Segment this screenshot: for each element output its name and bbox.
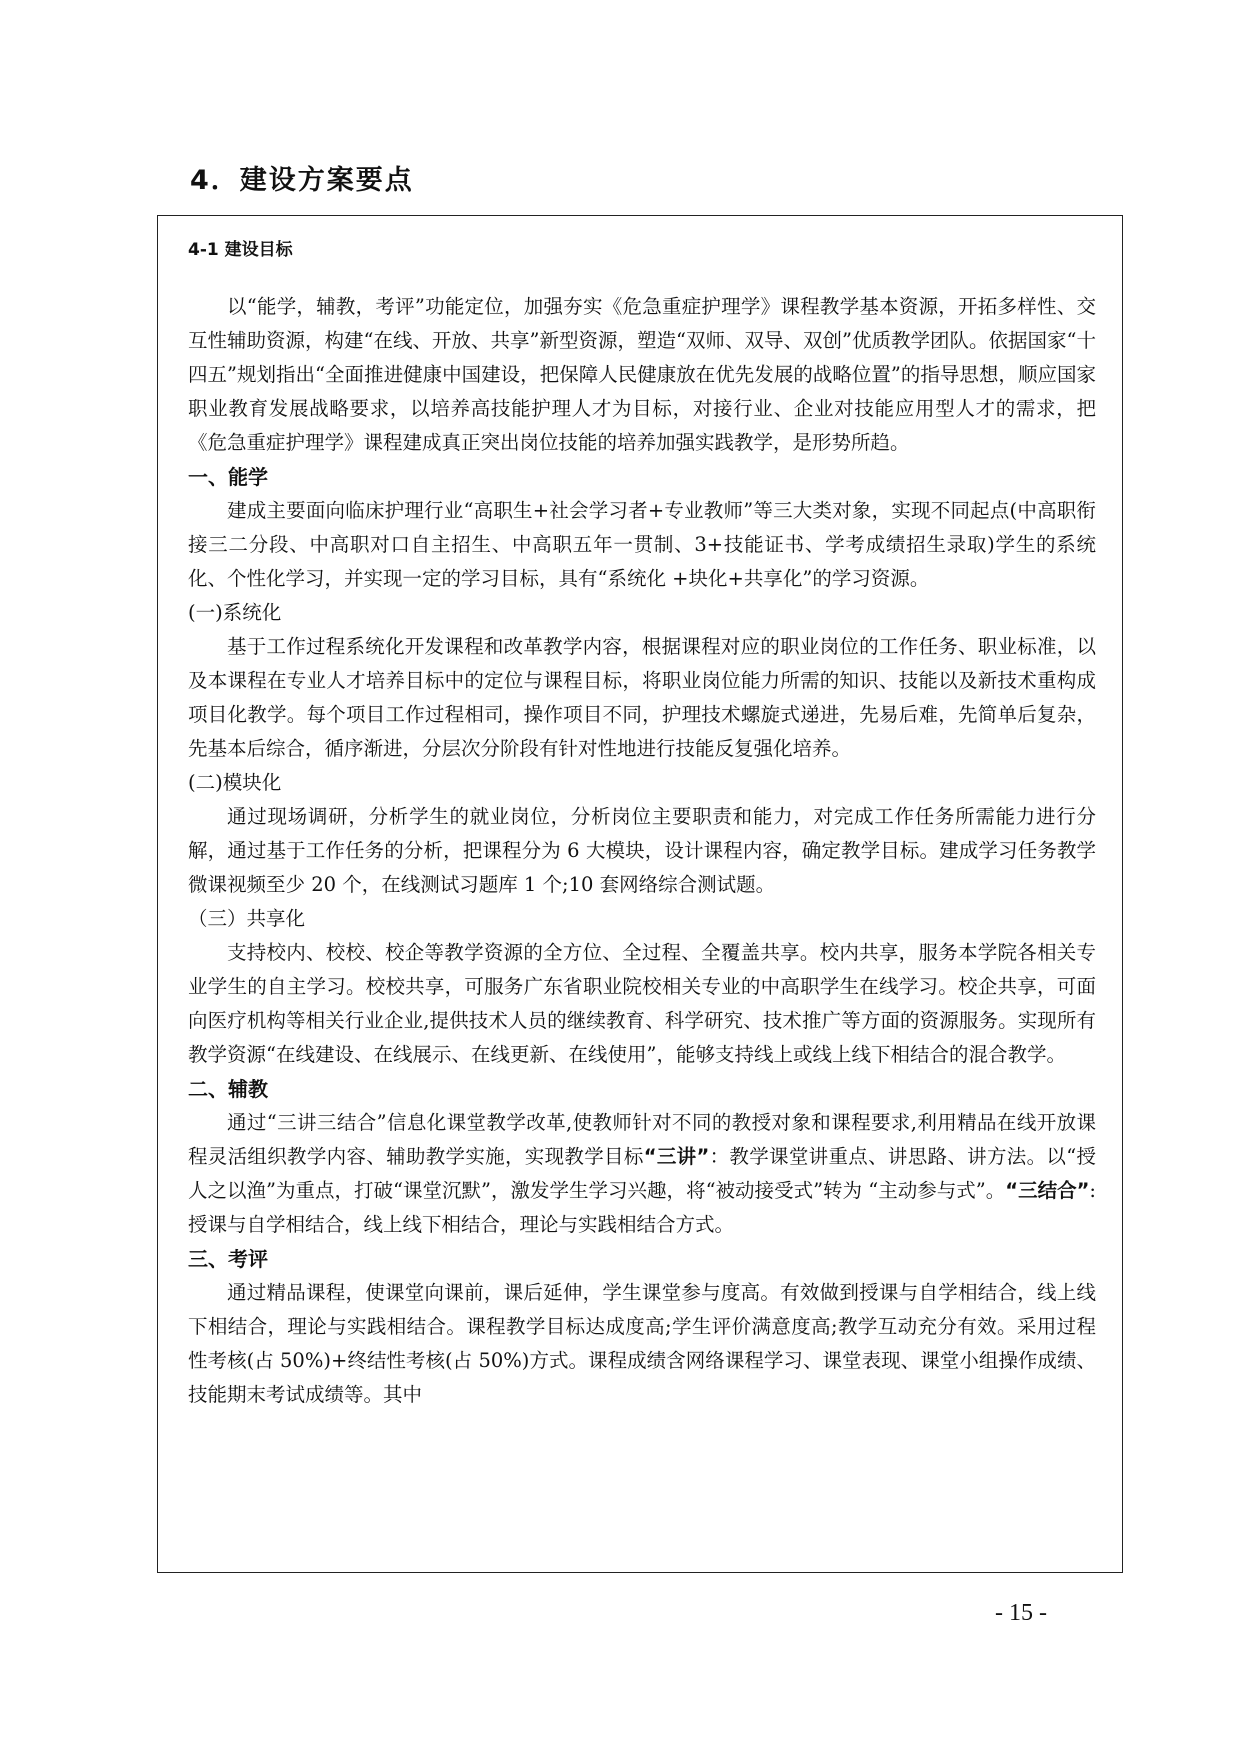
subsection-2-paragraph: 通过现场调研，分析学生的就业岗位，分析岗位主要职责和能力，对完成工作任务所需能力进行分解，通过基于工作任务的分析，把课程分为 6 大模块，设计课程内容，确定教学目标。建成学习任务教学微课视频至少 20 个，在线测试习题库 1 个;10 套网络综合测试题。 [188, 805, 1096, 896]
section-1-title: 一、能学 [188, 465, 268, 489]
section-heading: 4．建设方案要点 [190, 165, 414, 196]
subsection-1-title: (一)系统化 [188, 601, 282, 624]
subsection-3-title: （三）共享化 [188, 907, 306, 930]
section-2-bold-2: “三结合” [1005, 1179, 1090, 1202]
section-2-paragraph [188, 1106, 1096, 1242]
subsection-1-paragraph: 基于工作过程系统化开发课程和改革教学内容，根据课程对应的职业岗位的工作任务、职业标准，以及本课程在专业人才培养目标中的定位与课程目标，将职业岗位能力所需的知识、技能以及新技术重构成项目化教学。每个项目工作过程相司，操作项目不同，护理技术螺旋式递进，先易后难，先简单后复杂，先基本后综合，循序渐进，分层次分阶段有针对性地进行技能反复强化培养。 [188, 635, 1096, 760]
section-1-paragraph: 建成主要面向临床护理行业“高职生+社会学习者+专业教师”等三大类对象，实现不同起点(中高职衔接三二分段、中高职对口自主招生、中高职五年一贯制、3+技能证书、学考成绩招生录取)学生的系统化、个性化学习，并实现一定的学习目标，具有“系统化 +块化+共享化”的学习资源。 [188, 499, 1096, 590]
section-3-paragraph: 通过精品课程，使课堂向课前，课后延伸，学生课堂参与度高。有效做到授课与自学相结合，线上线下相结合，理论与实践相结合。课程教学目标达成度高;学生评价满意度高;教学互动充分有效。采用过程性考核(占 50%)+终结性考核(占 50%)方式。课程成绩含网络课程学习、课堂表现、课堂小组操作成绩、技能期末考试成绩等。其中 [188, 1281, 1096, 1406]
section-2-title: 二、辅教 [188, 1077, 268, 1101]
content-box [157, 215, 1123, 1573]
section-3-title: 三、考评 [188, 1247, 268, 1271]
section-2-text-1: 通过“三讲三结合”信息化课堂教学改革,使教师针对不同的教授对象和课程要求,利用精品在线开放课程灵活组织教学内容、辅助教学实施，实现教学目标 [188, 1111, 1096, 1168]
section-2-text-2: ：教学课堂讲重点、讲思路、讲方法。以“授人之以渔”为重点，打破“课堂沉默”，激发学生学习兴趣，将“被动接受式”转为 “主动参与式”。 [188, 1145, 1096, 1202]
subheading: 4-1 建设目标 [188, 240, 293, 260]
page-number: - 15 - [995, 1600, 1047, 1626]
subsection-3-paragraph: 支持校内、校校、校企等教学资源的全方位、全过程、全覆盖共享。校内共享，服务本学院各相关专业学生的自主学习。校校共享，可服务广东省职业院校相关专业的中高职学生在线学习。校企共享，可面向医疗机构等相关行业企业,提供技术人员的继续教育、科学研究、技术推广等方面的资源服务。实现所有教学资源“在线建设、在线展示、在线更新、在线使用”，能够支持线上或线上线下相结合的混合教学。 [188, 941, 1096, 1066]
section-2-bold-1: “三讲” [643, 1145, 710, 1168]
intro-paragraph: 以“能学，辅教，考评”功能定位，加强夯实《危急重症护理学》课程教学基本资源，开拓多样性、交互性辅助资源，构建“在线、开放、共享”新型资源，塑造“双师、双导、双创”优质教学团队。依据国家“十四五”规划指出“全面推进健康中国建设，把保障人民健康放在优先发展的战略位置”的指导思想，顺应国家职业教育发展战略要求，以培养高技能护理人才为目标，对接行业、企业对技能应用型人才的需求，把《危急重症护理学》课程建成真正突出岗位技能的培养加强实践教学，是形势所趋。 [188, 295, 1096, 454]
section-2-text-3: :授课与自学相结合，线上线下相结合，理论与实践相结合方式。 [188, 1179, 1096, 1236]
content-body [188, 238, 1096, 1412]
subsection-2-title: (二)模块化 [188, 771, 282, 794]
